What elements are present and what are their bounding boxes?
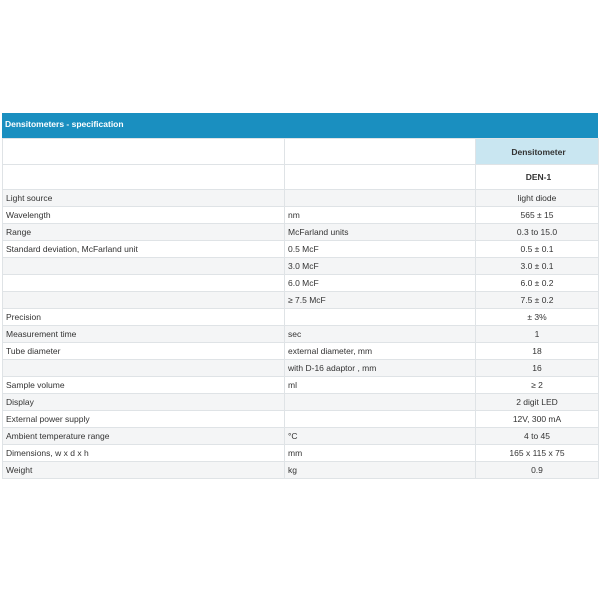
unit-cell: kg	[285, 462, 476, 479]
param-cell: Dimensions, w x d x h	[3, 445, 285, 462]
param-cell: Tube diameter	[3, 343, 285, 360]
value-cell: 1	[476, 326, 599, 343]
param-cell: Display	[3, 394, 285, 411]
unit-cell: external diameter, mm	[285, 343, 476, 360]
blank-cell	[285, 139, 476, 165]
table-row	[3, 377, 599, 394]
table-row	[3, 326, 599, 343]
value-cell: 3.0 ± 0.1	[476, 258, 599, 275]
unit-cell: °C	[285, 428, 476, 445]
param-cell	[3, 275, 285, 292]
param-cell: External power supply	[3, 411, 285, 428]
param-cell: Light source	[3, 190, 285, 207]
value-cell: 2 digit LED	[476, 394, 599, 411]
value-cell: light diode	[476, 190, 599, 207]
value-cell: 565 ± 15	[476, 207, 599, 224]
value-cell: 0.3 to 15.0	[476, 224, 599, 241]
value-cell: 18	[476, 343, 599, 360]
table-row	[3, 224, 599, 241]
param-cell	[3, 292, 285, 309]
table-row	[3, 394, 599, 411]
param-cell: Wavelength	[3, 207, 285, 224]
param-cell: Standard deviation, McFarland unit	[3, 241, 285, 258]
table-row	[3, 309, 599, 326]
table-row	[3, 428, 599, 445]
product-model: DEN-1	[476, 165, 599, 190]
table-row	[3, 411, 599, 428]
blank-cell	[285, 165, 476, 190]
param-cell: Precision	[3, 309, 285, 326]
unit-cell: 0.5 McF	[285, 241, 476, 258]
unit-cell: mm	[285, 445, 476, 462]
table-row	[3, 360, 599, 377]
unit-cell	[285, 394, 476, 411]
value-cell: 16	[476, 360, 599, 377]
product-column-name: Densitometer	[476, 139, 599, 165]
table-row	[3, 343, 599, 360]
value-cell: 165 x 115 x 75	[476, 445, 599, 462]
value-cell: 12V, 300 mA	[476, 411, 599, 428]
unit-cell	[285, 190, 476, 207]
table-row	[3, 275, 599, 292]
blank-cell	[3, 139, 285, 165]
param-cell	[3, 360, 285, 377]
param-cell: Weight	[3, 462, 285, 479]
value-cell: 4 to 45	[476, 428, 599, 445]
param-cell: Measurement time	[3, 326, 285, 343]
table-row	[3, 292, 599, 309]
unit-cell: nm	[285, 207, 476, 224]
unit-cell: 3.0 McF	[285, 258, 476, 275]
value-cell: 0.9	[476, 462, 599, 479]
unit-cell: with D-16 adaptor , mm	[285, 360, 476, 377]
table-row	[3, 207, 599, 224]
unit-cell	[285, 309, 476, 326]
product-model-row	[3, 165, 599, 190]
specification-title: Densitometers - specification	[2, 113, 598, 138]
blank-cell	[3, 165, 285, 190]
param-cell: Sample volume	[3, 377, 285, 394]
table-row	[3, 190, 599, 207]
unit-cell: ≥ 7.5 McF	[285, 292, 476, 309]
unit-cell: 6.0 McF	[285, 275, 476, 292]
value-cell: ± 3%	[476, 309, 599, 326]
value-cell: 6.0 ± 0.2	[476, 275, 599, 292]
param-cell	[3, 258, 285, 275]
table-row	[3, 258, 599, 275]
unit-cell	[285, 411, 476, 428]
product-header-row	[3, 139, 599, 165]
table-row	[3, 462, 599, 479]
unit-cell: ml	[285, 377, 476, 394]
table-row	[3, 241, 599, 258]
value-cell: ≥ 2	[476, 377, 599, 394]
unit-cell: sec	[285, 326, 476, 343]
value-cell: 0.5 ± 0.1	[476, 241, 599, 258]
param-cell: Range	[3, 224, 285, 241]
unit-cell: McFarland units	[285, 224, 476, 241]
specification-panel	[2, 113, 598, 479]
table-row	[3, 445, 599, 462]
specification-table	[2, 138, 599, 479]
value-cell: 7.5 ± 0.2	[476, 292, 599, 309]
param-cell: Ambient temperature range	[3, 428, 285, 445]
